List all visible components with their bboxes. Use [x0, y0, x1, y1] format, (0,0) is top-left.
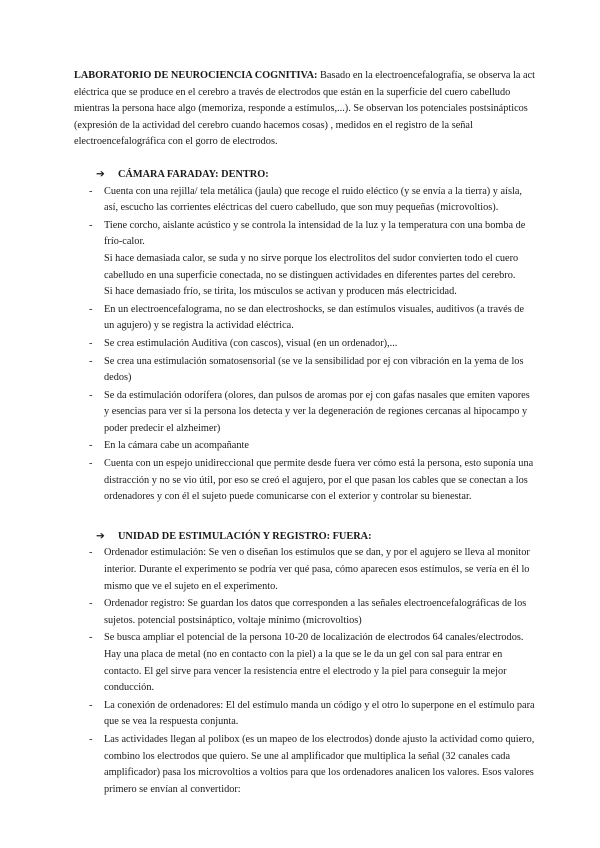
section-heading-text: CÁMARA FARADAY: DENTRO:	[118, 168, 269, 180]
list-item	[74, 388, 536, 438]
list-item-text: La conexión de ordenadores: El del estímulo manda un código y el otro lo superpone en el estímulo para que se vea la respuesta conjunta.	[104, 699, 535, 728]
list-item	[74, 184, 536, 217]
dash-bullet: -	[89, 632, 93, 644]
dash-bullet: -	[89, 598, 93, 610]
dash-bullet: -	[89, 355, 93, 367]
list-item	[74, 354, 536, 387]
list-item	[74, 630, 536, 696]
list-item	[74, 302, 536, 335]
arrow-right-icon: ➔	[96, 530, 105, 542]
list-item	[74, 456, 536, 506]
list-item	[74, 218, 536, 301]
dash-bullet: -	[89, 733, 93, 745]
dash-bullet: -	[89, 547, 93, 559]
dash-bullet: -	[89, 185, 93, 197]
list-item-text: Cuenta con un espejo unidireccional que permite desde fuera ver cómo está la persona, esto suponía una distracción y no se vio útil, por eso se creó el agujero, por el que pasan los cables que se conectan a los ordenadores y con él el sujeto puede comunicarse con el exterior y controlar su bienestar.	[104, 458, 534, 503]
dash-bullet: -	[89, 337, 93, 349]
arrow-right-icon: ➔	[96, 168, 105, 180]
section-heading	[74, 167, 536, 184]
dash-bullet: -	[89, 440, 93, 452]
bullet-list	[74, 184, 536, 506]
intro-title: LABORATORIO DE NEUROCIENCIA COGNITIVA:	[74, 70, 318, 81]
list-item-text: Si hace demasiada calor, se suda y no sirve porque los electrolitos del sudor convierten todo el cuero cabelludo en una superficie conectada, no se distinguen actividades en diferentes partes del cerebro.	[104, 252, 519, 281]
list-item-text: En un electroencefalograma, no se dan electroshocks, se dan estímulos visuales, auditivos (a través de un agujero) y se registra la actividad eléctrica.	[104, 303, 525, 332]
section-heading	[74, 529, 536, 546]
list-item	[74, 596, 536, 629]
list-item	[74, 545, 536, 595]
dash-bullet: -	[89, 699, 93, 711]
list-item	[74, 698, 536, 731]
dash-bullet: -	[89, 458, 93, 470]
list-item	[74, 732, 536, 798]
section-heading-text: UNIDAD DE ESTIMULACIÓN Y REGISTRO: FUERA:	[118, 530, 372, 542]
list-item-text: En la cámara cabe un acompañante	[104, 440, 249, 452]
list-item	[74, 438, 536, 455]
dash-bullet: -	[89, 303, 93, 315]
bullet-list	[74, 545, 536, 798]
dash-bullet: -	[89, 219, 93, 231]
list-item-text: Ordenador estimulación: Se ven o diseñan los estímulos que se dan, y por el agujero se lleva al monitor interior. Durante el experimento se podría ver qué pasa, cómo aparecen esos estímulos, se vería en él lo mismo que ve el sujeto en el experimento.	[104, 547, 530, 592]
list-item-text: Se crea estimulación Auditiva (con cascos), visual (en un ordenador),...	[104, 337, 398, 349]
list-item-text: Si hace demasiado frío, se tirita, los músculos se activan y producen más electricidad.	[104, 286, 457, 298]
intro-paragraph	[74, 68, 536, 151]
list-item-text: Se crea una estimulación somatosensorial (se ve la sensibilidad por ej con vibración en la yema de los dedos)	[104, 355, 524, 384]
dash-bullet: -	[89, 389, 93, 401]
list-item-text: Se da estimulación odorífera (olores, dan pulsos de aromas por ej con gafas nasales que emiten vapores y esencias para ver si la persona los detecta y ver la degeneración de regiones cercanas al hipocampo y poder predecir el alzheimer)	[104, 389, 530, 434]
list-item-text: Ordenador registro: Se guardan los datos que corresponden a las señales electroencefalográficas de los sujetos. potencial postsináptico, voltaje mínimo (microvoltios)	[104, 598, 527, 626]
list-item-text: Las actividades llegan al polibox (es un mapeo de los electrodos) donde ajusto la actividad como quiero, combino los electrodos que quiero. Se une al amplificador que multiplica la señal (32 canales cada amplificador) pasa los microvoltios a voltios para que los ordenadores analicen los valores. Esos valores primero se envían al convertidor:	[104, 733, 535, 795]
list-item-text: Se busca ampliar el potencial de la persona 10-20 de localización de electrodos 64 canales/electrodos. Hay una placa de metal (no en contacto con la piel) a la que se le da un gel con sal para entrar en contacto. El gel sirve para vencer la resistencia entre el electrodo y la piel para conseguir la mejor conducción.	[104, 632, 524, 694]
intro-text: Basado en la electroencefalografía, se observa la act eléctrica que se produce en el cerebro a través de electrodos que están en la superficie del cuero cabelludo mientras la persona hace algo (memoriza, responde a estímulos,...). Se observan los potenciales postsinápticos (expresión de la actividad del cerebro cuando hacemos cosas) , medidos en el registro de la señal electroencefalográfica con el gorro de electrodos.	[74, 70, 535, 148]
sections-container	[74, 167, 536, 798]
list-item	[74, 336, 536, 353]
list-item-text: Tiene corcho, aislante acústico y se controla la intensidad de la luz y la temperatura con una bomba de frío-calor.	[104, 219, 526, 248]
section-spacer	[74, 507, 536, 513]
list-item-text: Cuenta con una rejilla/ tela metálica (jaula) que recoge el ruido eléctico (y se envía a la tierra) y aísla, así, escucho las corrientes eléctricas del cuero cabelludo, que son muy pequeñas (microvoltios).	[104, 185, 522, 214]
